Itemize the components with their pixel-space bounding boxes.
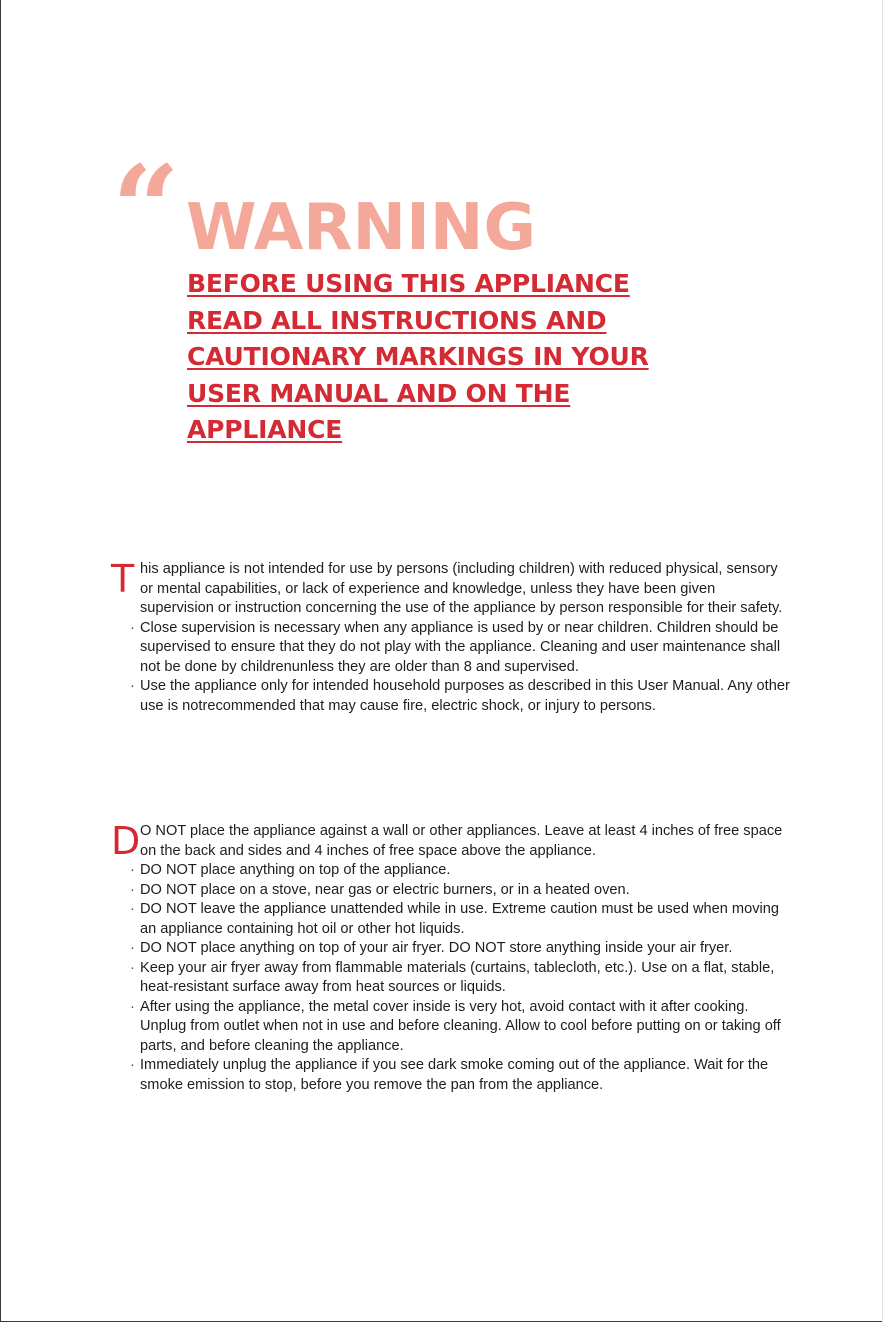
bullet-icon: · <box>130 901 135 917</box>
bullet-list <box>111 619 791 717</box>
list-item <box>130 1056 791 1095</box>
list-item <box>130 677 791 716</box>
dropcap: T <box>111 557 135 601</box>
warning-subtitle-line: CAUTIONARY MARKINGS IN YOUR <box>187 342 649 371</box>
bullet-icon: · <box>130 940 135 956</box>
warning-subtitle-line: USER MANUAL AND ON THE <box>187 378 571 408</box>
bullet-icon: · <box>130 862 135 878</box>
bullet-list <box>111 861 791 1095</box>
list-item-text: DO NOT leave the appliance unattended while in use. Extreme caution must be used when moving an appliance containing hot oil or other hot liquids. <box>140 901 779 937</box>
list-item-text: DO NOT place anything on top of the appliance. <box>140 862 451 878</box>
warning-subtitle <box>187 266 649 449</box>
warning-subtitle-line: APPLIANCE <box>187 415 343 444</box>
list-item-text: Immediately unplug the appliance if you see dark smoke coming out of the appliance. Wait for the smoke emission to stop, before you remove the pan from the appliance. <box>140 1057 769 1093</box>
list-item <box>130 881 791 901</box>
list-item-text: Keep your air fryer away from flammable materials (curtains, tablecloth, etc.). Use on a flat, stable, heat-resistant surface away from heat sources or liquids. <box>140 959 775 995</box>
list-item <box>130 939 791 959</box>
dropcap: D <box>111 819 141 863</box>
bullet-icon: · <box>130 959 135 976</box>
bullet-icon: · <box>130 998 135 1015</box>
section-intro: his appliance is not intended for use by persons (including children) with reduced physical, sensory or mental capabilities, or lack of experience and knowledge, unless they have been given supervision or instruction concerning the use of the appliance by person responsible for their safety. <box>140 561 783 616</box>
list-item <box>130 619 791 678</box>
bullet-icon: · <box>130 1057 135 1073</box>
list-item-text: Use the appliance only for intended household purposes as described in this User Manual. Any other use is notrecommended that may cause fire, electric shock, or injury to persons. <box>140 678 790 714</box>
list-item <box>130 900 791 939</box>
safety-section-placement <box>111 819 791 1095</box>
bullet-icon: · <box>130 678 135 694</box>
safety-section-children <box>111 557 791 716</box>
bullet-icon: · <box>130 881 135 898</box>
warning-subtitle-line: BEFORE USING THIS APPLIANCE <box>187 269 630 298</box>
bullet-icon: · <box>130 619 135 636</box>
section-intro: O NOT place the appliance against a wall or other appliances. Leave at least 4 inches of free space on the back and sides and 4 inches of free space above the appliance. <box>140 823 783 859</box>
list-item <box>130 861 791 881</box>
list-item <box>130 998 791 1057</box>
warning-title: WARNING <box>186 191 536 265</box>
warning-subtitle-line: READ ALL INSTRUCTIONS AND <box>187 305 607 335</box>
quote-mark-icon: “ <box>112 139 180 278</box>
list-item-text: Close supervision is necessary when any appliance is used by or near children. Children should be supervised to ensure that they do not play with the appliance. Cleaning and user maintenance shall not be done by childrenunless they are older than 8 and supervised. <box>140 619 781 675</box>
list-item-text: After using the appliance, the metal cover inside is very hot, avoid contact with it after cooking. Unplug from outlet when not in use and before cleaning. Allow to cool before putting on or taking off parts, and before cleaning the appliance. <box>140 998 781 1054</box>
list-item <box>130 959 791 998</box>
list-item-text: DO NOT place on a stove, near gas or electric burners, or in a heated oven. <box>140 881 630 898</box>
list-item-text: DO NOT place anything on top of your air fryer. DO NOT store anything inside your air fryer. <box>140 940 733 956</box>
